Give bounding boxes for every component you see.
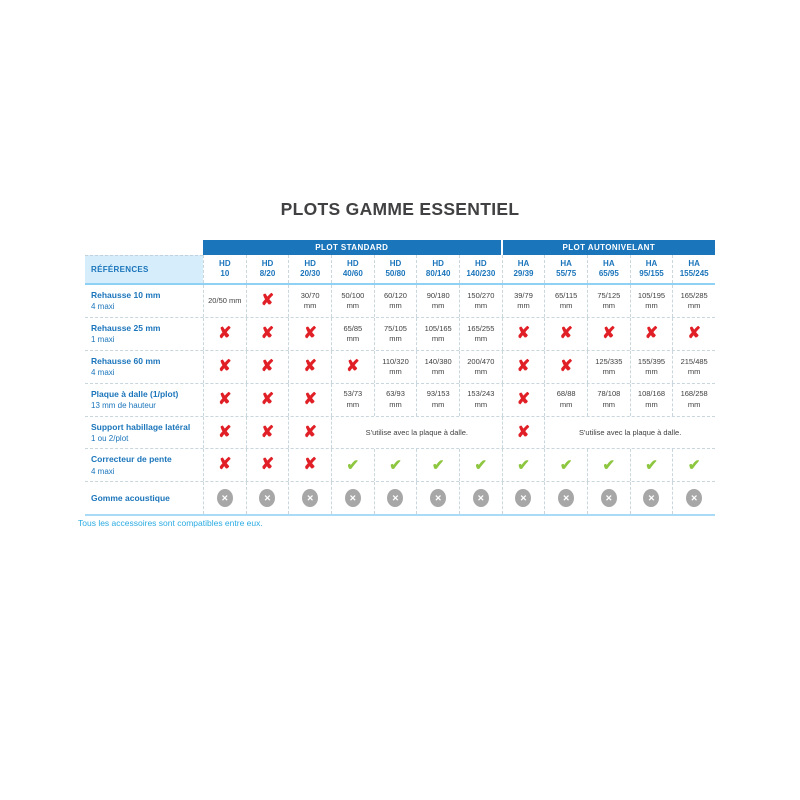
check-icon: ✔ (474, 456, 488, 474)
gomme-icon: ✕ (601, 489, 617, 507)
column-header (416, 255, 459, 283)
check-icon: ✔ (431, 456, 445, 474)
value-cell: 168/258 mm (672, 384, 715, 416)
footer-note: Tous les accessoires sont compatibles entre eux. (78, 518, 263, 528)
column-header-line1: HD (261, 258, 274, 268)
column-header (246, 255, 289, 283)
incompatible-cell (331, 351, 374, 383)
row-label-title: Support habillage latéral (91, 421, 191, 432)
column-header-line1: HD (304, 258, 316, 268)
gomme-icon: ✕ (302, 489, 318, 507)
column-header (587, 255, 630, 283)
x-icon: ✘ (218, 324, 232, 342)
row-label-sub: 1 maxi (91, 335, 115, 345)
column-header-line1: HD (219, 258, 231, 268)
gomme-icon: ✕ (473, 489, 489, 507)
column-header (502, 255, 545, 283)
incompatible-cell (203, 417, 246, 449)
value-cell: 75/105 mm (374, 318, 417, 350)
row-label-sub: 1 ou 2/plot (91, 433, 129, 443)
column-header-line2: 155/245 (679, 269, 709, 278)
x-icon: ✘ (559, 324, 573, 342)
column-header-line1: HD (475, 258, 487, 268)
incompatible-cell (203, 318, 246, 350)
incompatible-cell (288, 318, 331, 350)
incompatible-cell (502, 351, 545, 383)
value-cell: 105/195 mm (630, 285, 673, 317)
incompatible-cell (502, 417, 545, 449)
value-cell: 108/168 mm (630, 384, 673, 416)
incompatible-cell (203, 384, 246, 416)
x-icon: ✘ (303, 390, 317, 408)
gomme-icon: ✕ (345, 489, 361, 507)
incompatible-cell (203, 351, 246, 383)
compatible-cell (374, 449, 417, 481)
x-icon: ✘ (303, 324, 317, 342)
gomme-icon: ✕ (217, 489, 233, 507)
incompatible-cell (630, 318, 673, 350)
value-cell: 78/108 mm (587, 384, 630, 416)
note-cell: S'utilise avec la plaque à dalle. (331, 417, 502, 449)
value-cell: 75/125 mm (587, 285, 630, 317)
check-icon: ✔ (645, 456, 658, 474)
incompatible-cell (288, 384, 331, 416)
column-header (672, 255, 715, 283)
x-icon: ✘ (260, 291, 275, 309)
column-header-line2: 140/230 (466, 269, 496, 278)
incompatible-cell (246, 449, 289, 481)
x-icon: ✘ (260, 423, 275, 441)
row-label (85, 417, 203, 449)
value-cell: 30/70 mm (288, 285, 331, 317)
value-cell: 93/153 mm (416, 384, 459, 416)
column-header-line2: 80/140 (425, 269, 451, 278)
x-icon: ✘ (687, 324, 701, 342)
value-cell: 68/88 mm (544, 384, 587, 416)
value-cell: 200/470 mm (459, 351, 502, 383)
table-row (85, 448, 715, 481)
gomme-cell (502, 482, 545, 514)
incompatible-cell (246, 417, 289, 449)
column-header-line1: HD (347, 258, 359, 268)
row-label (85, 285, 203, 317)
x-icon: ✘ (516, 357, 531, 375)
column-header-line1: HA (688, 258, 700, 268)
gomme-cell (203, 482, 246, 514)
value-cell: 65/85 mm (331, 318, 374, 350)
column-header-line2: 8/20 (259, 269, 276, 278)
row-label-title: Plaque à dalle (1/plot) (91, 388, 179, 399)
gomme-icon: ✕ (643, 489, 659, 507)
check-icon: ✔ (389, 456, 402, 474)
table-row (85, 481, 715, 514)
group-header-row (85, 240, 715, 255)
value-cell: 110/320 mm (374, 351, 417, 383)
incompatible-cell (203, 449, 246, 481)
x-icon: ✘ (260, 324, 275, 342)
table-row (85, 416, 715, 449)
column-header-line1: HA (517, 258, 530, 268)
x-icon: ✘ (218, 390, 232, 408)
compatible-cell (630, 449, 673, 481)
note-cell: S'utilise avec la plaque à dalle. (544, 417, 715, 449)
check-icon: ✔ (346, 456, 360, 474)
column-header-line1: HD (432, 258, 444, 268)
x-icon: ✘ (303, 423, 317, 441)
column-header-line1: HA (603, 258, 615, 268)
column-header-line2: 40/60 (342, 269, 363, 278)
row-label-sub: 4 maxi (91, 302, 115, 312)
value-cell: 215/485 mm (672, 351, 715, 383)
column-header (374, 255, 417, 283)
table-row (85, 350, 715, 383)
x-icon: ✘ (260, 390, 275, 408)
column-header-line1: HA (560, 258, 572, 268)
x-icon: ✘ (516, 423, 531, 441)
incompatible-cell (502, 318, 545, 350)
value-cell: 63/93 mm (374, 384, 417, 416)
value-cell: 20/50 mm (203, 285, 246, 317)
column-header-line1: HD (389, 258, 402, 268)
compatible-cell (331, 449, 374, 481)
x-icon: ✘ (303, 357, 317, 375)
x-icon: ✘ (559, 357, 573, 375)
column-header-line2: 50/80 (385, 269, 406, 278)
row-label-title: Rehausse 25 mm (91, 322, 161, 333)
column-header (331, 255, 374, 283)
incompatible-cell (246, 285, 289, 317)
column-header-line2: 55/75 (556, 269, 577, 278)
gomme-icon: ✕ (515, 489, 531, 507)
check-icon: ✔ (602, 456, 616, 474)
compatibility-table (85, 240, 715, 516)
incompatible-cell (288, 351, 331, 383)
compatible-cell (459, 449, 502, 481)
incompatible-cell (672, 318, 715, 350)
table-row (85, 383, 715, 416)
gomme-icon: ✕ (430, 489, 446, 507)
value-cell: 39/79 mm (502, 285, 545, 317)
x-icon: ✘ (303, 456, 317, 474)
compatible-cell (544, 449, 587, 481)
gomme-cell (459, 482, 502, 514)
value-cell: 140/380 mm (416, 351, 459, 383)
row-label-title: Rehausse 60 mm (91, 355, 161, 366)
column-header-line2: 95/155 (639, 269, 664, 278)
value-cell: 165/285 mm (672, 285, 715, 317)
incompatible-cell (544, 351, 587, 383)
x-icon: ✘ (516, 390, 531, 408)
value-cell: 150/270 mm (459, 285, 502, 317)
column-header (203, 255, 246, 283)
gomme-cell (416, 482, 459, 514)
table-row (85, 317, 715, 350)
incompatible-cell (246, 384, 289, 416)
x-icon: ✘ (516, 324, 531, 342)
value-cell: 60/120 mm (374, 285, 417, 317)
value-cell: 125/335 mm (587, 351, 630, 383)
column-header-line1: HA (645, 258, 658, 268)
compatible-cell (587, 449, 630, 481)
compatible-cell (416, 449, 459, 481)
incompatible-cell (587, 318, 630, 350)
gomme-cell (672, 482, 715, 514)
compatible-cell (672, 449, 715, 481)
gomme-cell (246, 482, 289, 514)
value-cell: 50/100 mm (331, 285, 374, 317)
value-cell: 155/395 mm (630, 351, 673, 383)
compatible-cell (502, 449, 545, 481)
value-cell: 53/73 mm (331, 384, 374, 416)
column-header (630, 255, 673, 283)
row-label (85, 318, 203, 350)
gomme-cell (288, 482, 331, 514)
gomme-cell (374, 482, 417, 514)
value-cell: 153/243 mm (459, 384, 502, 416)
column-header-line2: 20/30 (300, 269, 321, 278)
incompatible-cell (502, 384, 545, 416)
row-label-sub: 13 mm de hauteur (91, 400, 156, 410)
column-header-line2: 65/95 (598, 269, 619, 278)
value-cell: 105/165 mm (416, 318, 459, 350)
gomme-cell (331, 482, 374, 514)
gomme-cell (544, 482, 587, 514)
value-cell: 165/255 mm (459, 318, 502, 350)
x-icon: ✘ (218, 423, 232, 441)
group-header-autonivelant: PLOT AUTONIVELANT (503, 240, 715, 255)
value-cell: 90/180 mm (416, 285, 459, 317)
column-header (544, 255, 587, 283)
references-header: RÉFÉRENCES (85, 255, 203, 283)
column-header-line2: 10 (220, 269, 230, 278)
row-label (85, 482, 203, 514)
value-cell: 65/115 mm (544, 285, 587, 317)
incompatible-cell (544, 318, 587, 350)
row-label (85, 351, 203, 383)
incompatible-cell (246, 318, 289, 350)
table-row (85, 285, 715, 317)
band-spacer (85, 240, 203, 255)
row-label (85, 449, 203, 481)
x-icon: ✘ (218, 456, 232, 474)
gomme-icon: ✕ (686, 489, 702, 507)
row-label-title: Gomme acoustique (91, 493, 170, 504)
incompatible-cell (246, 351, 289, 383)
row-label-sub: 4 maxi (91, 466, 115, 476)
x-icon: ✘ (644, 324, 659, 342)
gomme-icon: ✕ (259, 489, 275, 507)
x-icon: ✘ (346, 357, 360, 375)
column-header (288, 255, 331, 283)
gomme-icon: ✕ (558, 489, 574, 507)
column-header-line2: 29/39 (513, 269, 534, 278)
gomme-icon: ✕ (387, 489, 403, 507)
x-icon: ✘ (602, 324, 616, 342)
incompatible-cell (288, 449, 331, 481)
column-header-row (85, 255, 715, 285)
check-icon: ✔ (687, 456, 701, 474)
incompatible-cell (288, 417, 331, 449)
x-icon: ✘ (218, 357, 232, 375)
row-label-title: Rehausse 10 mm (91, 289, 161, 300)
row-label-title: Correcteur de pente (91, 454, 172, 465)
check-icon: ✔ (559, 456, 573, 474)
check-icon: ✔ (517, 456, 530, 474)
row-label-sub: 4 maxi (91, 368, 115, 378)
gomme-cell (587, 482, 630, 514)
column-header (459, 255, 502, 283)
row-label (85, 384, 203, 416)
gomme-cell (630, 482, 673, 514)
page-title: PLOTS GAMME ESSENTIEL (280, 199, 520, 219)
group-header-standard: PLOT STANDARD (203, 240, 501, 255)
x-icon: ✘ (260, 357, 275, 375)
x-icon: ✘ (260, 456, 275, 474)
